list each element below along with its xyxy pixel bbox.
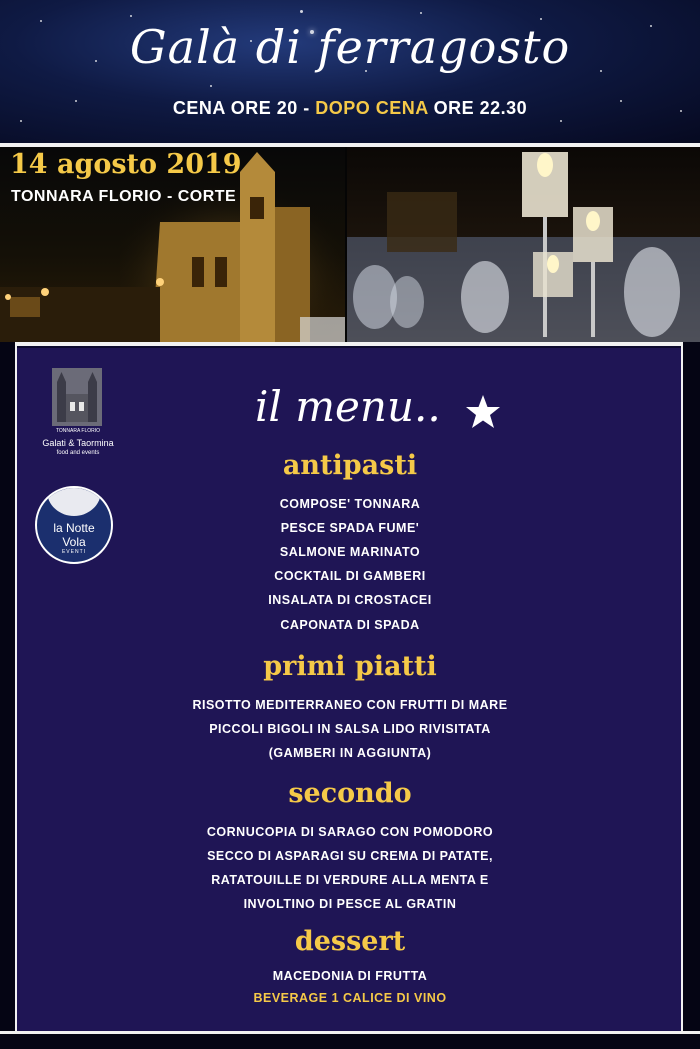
schedule-after-dinner: DOPO CENA — [315, 98, 429, 118]
menu-item: COMPOSE' TONNARA — [279, 497, 421, 511]
star-icon — [463, 392, 503, 432]
menu-item: PICCOLI BIGOLI IN SALSA LIDO RIVISITATA — [209, 722, 491, 736]
schedule-dinner: CENA ORE 20 - — [172, 98, 316, 118]
section-heading-antipasti: antipasti — [282, 450, 418, 481]
tonnara-logo-tagline: food and events — [56, 450, 100, 456]
event-title: Galà di ferragosto — [129, 20, 571, 74]
menu-item: PESCE SPADA FUME' — [280, 521, 420, 535]
event-date: 14 agosto 2019 — [10, 149, 242, 180]
notte-logo-line2: Vola — [62, 535, 86, 549]
menu-item: INSALATA DI CROSTACEI — [268, 593, 432, 607]
schedule-after-time: ORE 22.30 — [428, 98, 528, 118]
notte-logo-line3: EVENTI — [61, 549, 87, 555]
tonnara-florio-logo — [38, 368, 118, 460]
tonnara-small-caption: TONNARA FLORIO — [55, 428, 101, 434]
tower-icon — [52, 368, 102, 426]
menu-item: INVOLTINO DI PESCE AL GRATIN — [243, 897, 457, 911]
section-heading-secondo: secondo — [288, 778, 412, 809]
header-banner — [0, 0, 700, 143]
menu-item: SECCO DI ASPARAGI SU CREMA DI PATATE, — [207, 849, 493, 863]
divider-bottom — [0, 342, 700, 346]
section-heading-dessert: dessert — [294, 926, 406, 957]
menu-item: CORNUCOPIA DI SARAGO CON POMODORO — [206, 825, 494, 839]
menu-item: RATATOUILLE DI VERDURE ALLA MENTA E — [211, 873, 489, 887]
photo-strip — [0, 147, 700, 342]
candles-glasses-illustration — [347, 147, 700, 342]
frame-line-bottom — [0, 1031, 700, 1034]
menu-item: MACEDONIA DI FRUTTA — [272, 969, 428, 983]
table-setting-photo — [347, 147, 700, 342]
menu-item: COCKTAIL DI GAMBERI — [274, 569, 426, 583]
beverage-item: BEVERAGE 1 CALICE DI VINO — [253, 991, 447, 1005]
notte-logo-line1: la Notte — [53, 521, 95, 535]
menu-title: il menu.. — [255, 382, 441, 431]
tonnara-logo-name: Galati & Taormina — [42, 438, 114, 448]
menu-item: CAPONATA DI SPADA — [280, 618, 420, 632]
menu-item: SALMONE MARINATO — [279, 545, 421, 559]
section-heading-primi-piatti: primi piatti — [263, 651, 437, 682]
event-schedule — [0, 98, 700, 119]
event-place: TONNARA FLORIO - CORTE — [11, 188, 237, 205]
menu-item: (GAMBERI IN AGGIUNTA) — [268, 746, 432, 760]
menu-item: RISOTTO MEDITERRANEO CON FRUTTI DI MARE — [192, 698, 508, 712]
